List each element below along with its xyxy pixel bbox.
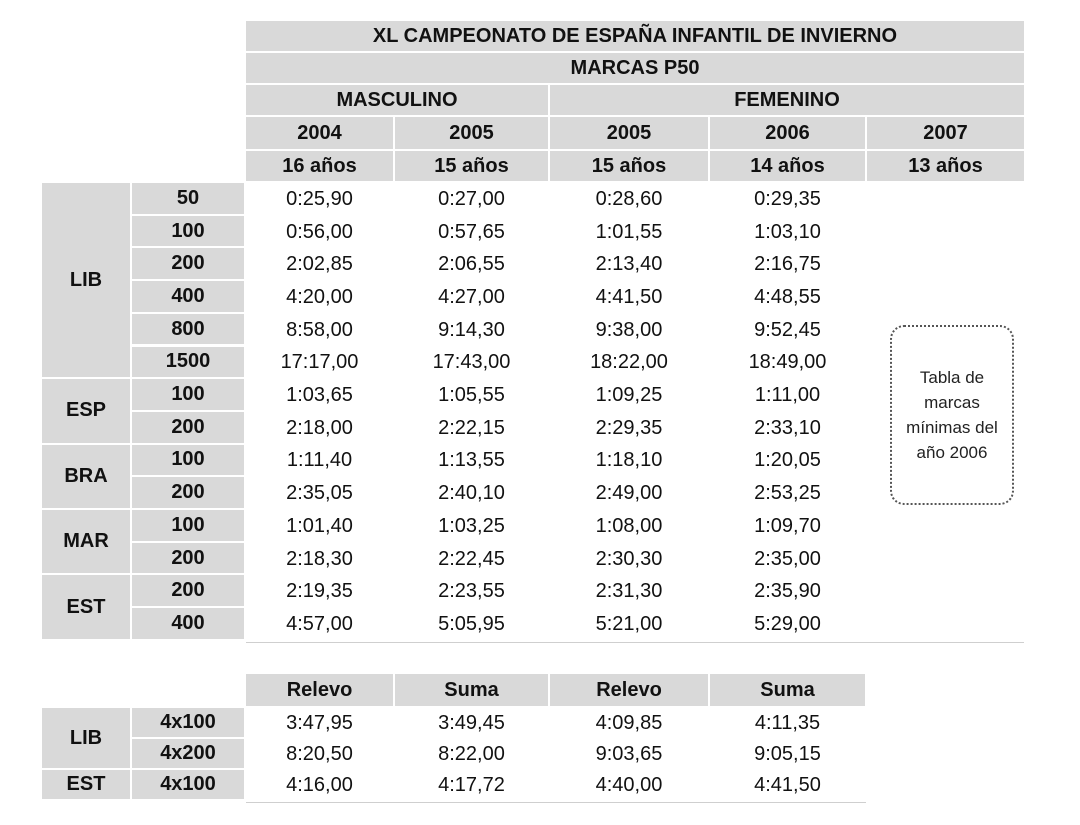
distance-label: 100 xyxy=(132,379,244,410)
time-cell: 0:28,60 xyxy=(595,187,663,210)
distance-label: 1500 xyxy=(132,347,244,378)
time-cell: 4:57,00 xyxy=(286,612,353,635)
time-cell: 0:57,65 xyxy=(438,220,505,243)
time-cell: 2:33,10 xyxy=(754,416,821,439)
distance-label: 200 xyxy=(132,248,244,279)
time-cell: 2:22,45 xyxy=(438,547,505,570)
relay-time-cell: 8:22,00 xyxy=(438,743,505,765)
time-cell: 1:05,55 xyxy=(438,384,505,407)
time-cell: 2:18,00 xyxy=(286,416,353,439)
time-cell: 9:52,45 xyxy=(754,318,821,341)
relay-bottom-rule xyxy=(246,802,866,803)
stroke-label: MAR xyxy=(42,510,130,573)
time-cell: 2:35,00 xyxy=(754,547,821,570)
distance-label: 200 xyxy=(132,412,244,443)
relay-time-cell: 3:49,45 xyxy=(438,712,505,734)
distance-label: 100 xyxy=(132,216,244,247)
relay-time-cell: 4:16,00 xyxy=(286,774,353,796)
time-cell: 8:58,00 xyxy=(286,318,353,341)
time-cell: 1:11,40 xyxy=(286,449,353,472)
time-cell: 17:43,00 xyxy=(432,351,511,374)
time-cell: 1:01,40 xyxy=(286,514,353,537)
relay-header: Suma xyxy=(395,674,548,706)
time-cell: 1:18,10 xyxy=(595,449,663,472)
distance-label: 100 xyxy=(132,510,244,541)
time-cell: 0:25,90 xyxy=(286,187,353,210)
distance-label: 50 xyxy=(132,183,244,214)
relay-stroke-label: LIB xyxy=(42,708,130,768)
table-title: XL CAMPEONATO DE ESPAÑA INFANTIL DE INVIERNO xyxy=(246,21,1024,51)
relay-time-cell: 9:03,65 xyxy=(595,743,663,765)
distance-label: 200 xyxy=(132,543,244,574)
time-cell: 2:35,90 xyxy=(754,580,821,603)
time-cell: 2:31,30 xyxy=(595,580,663,603)
time-cell: 2:29,35 xyxy=(595,416,663,439)
group-femenino: FEMENINO xyxy=(550,85,1024,115)
time-cell: 2:40,10 xyxy=(438,482,505,505)
relay-stroke-label: EST xyxy=(42,770,130,799)
time-cell: 1:08,00 xyxy=(595,514,663,537)
time-cell: 4:27,00 xyxy=(438,285,505,308)
distance-label: 400 xyxy=(132,281,244,312)
time-cell: 1:03,25 xyxy=(438,514,505,537)
time-cell: 2:18,30 xyxy=(286,547,353,570)
time-cell: 5:29,00 xyxy=(754,612,821,635)
year-header: 2007 xyxy=(867,117,1024,149)
group-masculino: MASCULINO xyxy=(246,85,548,115)
time-cell: 0:27,00 xyxy=(438,187,505,210)
age-header: 16 años xyxy=(246,151,393,181)
time-cell: 5:21,00 xyxy=(595,612,663,635)
relay-time-cell: 4:17,72 xyxy=(438,774,505,796)
distance-label: 800 xyxy=(132,314,244,345)
relay-time-cell: 8:20,50 xyxy=(286,743,353,765)
time-cell: 2:19,35 xyxy=(286,580,353,603)
relay-time-cell: 4:41,50 xyxy=(754,774,821,796)
time-cell: 0:56,00 xyxy=(286,220,353,243)
stroke-label: BRA xyxy=(42,445,130,508)
time-cell: 2:53,25 xyxy=(754,482,821,505)
relay-time-cell: 4:11,35 xyxy=(754,712,821,734)
time-cell: 1:03,10 xyxy=(754,220,821,243)
relay-time-cell: 9:05,15 xyxy=(754,743,821,765)
time-cell: 2:30,30 xyxy=(595,547,663,570)
table-bottom-rule xyxy=(246,642,1024,643)
table-subtitle: MARCAS P50 xyxy=(246,53,1024,83)
time-cell: 1:09,70 xyxy=(754,514,821,537)
distance-label: 200 xyxy=(132,477,244,508)
year-header: 2006 xyxy=(710,117,865,149)
time-cell: 2:22,15 xyxy=(438,416,505,439)
year-header: 2005 xyxy=(550,117,708,149)
time-cell: 1:01,55 xyxy=(595,220,663,243)
time-cell: 1:11,00 xyxy=(754,384,821,407)
time-cell: 1:13,55 xyxy=(438,449,505,472)
relay-header: Relevo xyxy=(246,674,393,706)
time-cell: 2:23,55 xyxy=(438,580,505,603)
time-cell: 4:48,55 xyxy=(754,285,821,308)
age-header: 15 años xyxy=(395,151,548,181)
time-cell: 18:22,00 xyxy=(590,351,668,374)
distance-label: 200 xyxy=(132,575,244,606)
distance-label: 100 xyxy=(132,445,244,476)
year-header: 2005 xyxy=(395,117,548,149)
note-box: Tabla de marcas mínimas del año 2006 xyxy=(890,325,1014,505)
age-header: 13 años xyxy=(867,151,1024,181)
time-cell: 4:20,00 xyxy=(286,285,353,308)
time-cell: 1:09,25 xyxy=(595,384,663,407)
relay-distance-label: 4x100 xyxy=(132,708,244,737)
age-header: 14 años xyxy=(710,151,865,181)
time-cell: 2:49,00 xyxy=(595,482,663,505)
stroke-label: ESP xyxy=(42,379,130,442)
time-cell: 2:02,85 xyxy=(286,253,353,276)
time-cell: 0:29,35 xyxy=(754,187,821,210)
time-cell: 4:41,50 xyxy=(595,285,663,308)
relay-time-cell: 3:47,95 xyxy=(286,712,353,734)
time-cell: 2:16,75 xyxy=(754,253,821,276)
stroke-label: LIB xyxy=(42,183,130,377)
time-cell: 1:03,65 xyxy=(286,384,353,407)
relay-distance-label: 4x200 xyxy=(132,739,244,768)
relay-time-cell: 4:09,85 xyxy=(595,712,663,734)
time-cell: 9:14,30 xyxy=(438,318,505,341)
relay-header: Suma xyxy=(710,674,865,706)
relay-time-cell: 4:40,00 xyxy=(595,774,663,796)
time-cell: 17:17,00 xyxy=(280,351,359,374)
stroke-label: EST xyxy=(42,575,130,638)
time-cell: 9:38,00 xyxy=(595,318,663,341)
age-header: 15 años xyxy=(550,151,708,181)
distance-label: 400 xyxy=(132,608,244,639)
relay-header: Relevo xyxy=(550,674,708,706)
time-cell: 18:49,00 xyxy=(748,351,827,374)
time-cell: 5:05,95 xyxy=(438,612,505,635)
time-cell: 2:13,40 xyxy=(595,253,663,276)
year-header: 2004 xyxy=(246,117,393,149)
time-cell: 1:20,05 xyxy=(754,449,821,472)
time-cell: 2:35,05 xyxy=(286,482,353,505)
relay-distance-label: 4x100 xyxy=(132,770,244,799)
time-cell: 2:06,55 xyxy=(438,253,505,276)
